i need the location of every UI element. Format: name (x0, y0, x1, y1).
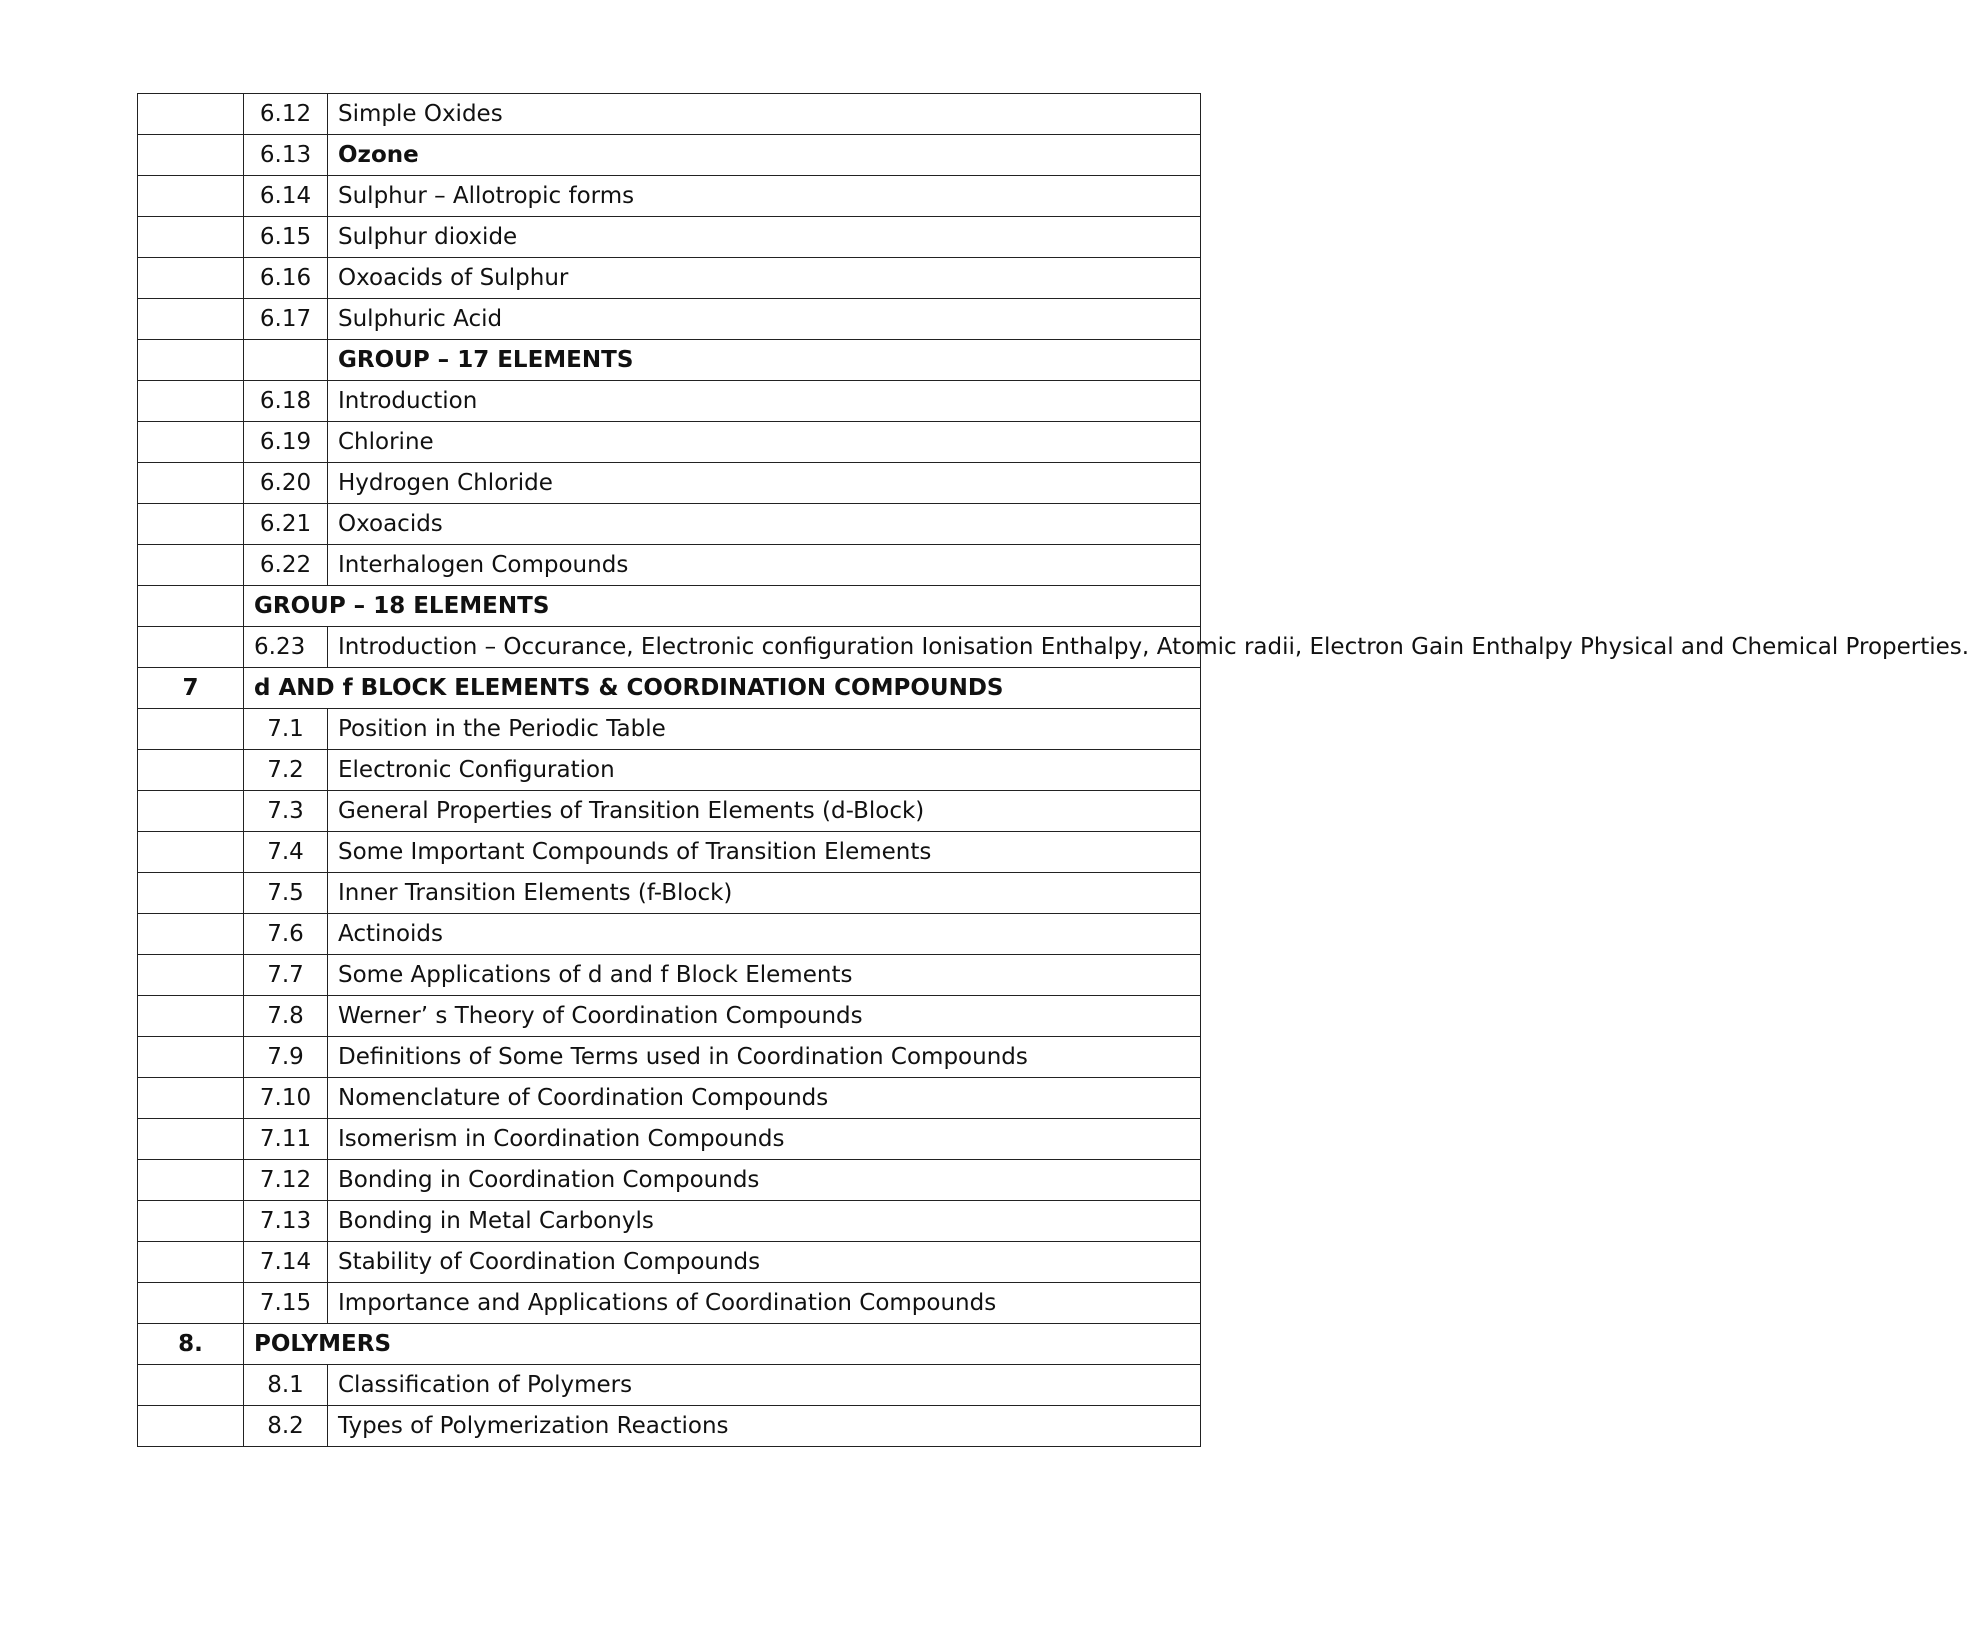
topic-number-cell: 6.19 (244, 422, 328, 463)
topic-title-cell: Isomerism in Coordination Compounds (328, 1119, 1201, 1160)
topic-number-cell: 7.14 (244, 1242, 328, 1283)
topic-title-cell: Introduction (328, 381, 1201, 422)
table-row (138, 1406, 1201, 1447)
table-row (138, 1283, 1201, 1324)
topic-title-cell: Oxoacids (328, 504, 1201, 545)
table-row (138, 791, 1201, 832)
section-heading-row (138, 668, 1201, 709)
topic-number-cell: 7.9 (244, 1037, 328, 1078)
topic-number-cell: 6.15 (244, 217, 328, 258)
table-row (138, 709, 1201, 750)
topic-title-cell: Sulphur – Allotropic forms (328, 176, 1201, 217)
unit-number-cell (138, 709, 244, 750)
topic-number-cell: 6.12 (244, 94, 328, 135)
topic-title-cell: Ozone (328, 135, 1201, 176)
topic-title-cell: Actinoids (328, 914, 1201, 955)
unit-number-cell: 7 (138, 668, 244, 709)
table-row (138, 299, 1201, 340)
topic-number-cell: 7.8 (244, 996, 328, 1037)
table-row (138, 996, 1201, 1037)
topic-number-cell: 6.16 (244, 258, 328, 299)
unit-number-cell (138, 996, 244, 1037)
topic-title-cell: Simple Oxides (328, 94, 1201, 135)
table-row (138, 463, 1201, 504)
unit-number-cell (138, 750, 244, 791)
table-row (138, 914, 1201, 955)
topic-title-cell: Position in the Periodic Table (328, 709, 1201, 750)
topic-title-cell: Introduction – Occurance, Electronic configuration Ionisation Enthalpy, Atomic radii, Electron Gain Enthalpy Physical and Chemical Properties. (328, 627, 1201, 668)
unit-number-cell (138, 340, 244, 381)
unit-number-cell (138, 627, 244, 668)
topic-number-cell: 6.21 (244, 504, 328, 545)
topic-number-cell: 6.17 (244, 299, 328, 340)
topic-title-cell: Chlorine (328, 422, 1201, 463)
unit-number-cell (138, 422, 244, 463)
topic-number-cell: 6.18 (244, 381, 328, 422)
section-heading-cell: GROUP – 18 ELEMENTS (244, 586, 1201, 627)
unit-number-cell (138, 914, 244, 955)
unit-number-cell (138, 1078, 244, 1119)
unit-number-cell (138, 135, 244, 176)
topic-title-cell: Oxoacids of Sulphur (328, 258, 1201, 299)
table-row (138, 135, 1201, 176)
topic-number-cell: 7.10 (244, 1078, 328, 1119)
topic-number-cell: 8.2 (244, 1406, 328, 1447)
topic-title-cell: Sulphuric Acid (328, 299, 1201, 340)
topic-title-cell: Some Important Compounds of Transition Elements (328, 832, 1201, 873)
table-row (138, 1365, 1201, 1406)
table-row (138, 1160, 1201, 1201)
topic-number-cell: 6.23 (244, 627, 328, 668)
table-row (138, 258, 1201, 299)
topic-number-cell: 7.15 (244, 1283, 328, 1324)
topic-title-cell: Some Applications of d and f Block Elements (328, 955, 1201, 996)
table-row (138, 832, 1201, 873)
table-body (138, 94, 1969, 1447)
unit-number-cell (138, 586, 244, 627)
table-row (138, 340, 1201, 381)
topic-title-cell: GROUP – 17 ELEMENTS (328, 340, 1201, 381)
unit-number-cell (138, 1406, 244, 1447)
table-row (138, 627, 1201, 668)
table-row (138, 217, 1201, 258)
topic-title-cell: Types of Polymerization Reactions (328, 1406, 1201, 1447)
topic-number-cell: 7.5 (244, 873, 328, 914)
unit-number-cell (138, 1160, 244, 1201)
topic-title-cell: Hydrogen Chloride (328, 463, 1201, 504)
topic-number-cell: 7.13 (244, 1201, 328, 1242)
topic-title-cell: Importance and Applications of Coordination Compounds (328, 1283, 1201, 1324)
topic-title-cell: Classification of Polymers (328, 1365, 1201, 1406)
table-row (138, 1037, 1201, 1078)
unit-number-cell (138, 873, 244, 914)
syllabus-table (137, 93, 1969, 1447)
topic-number-cell: 7.4 (244, 832, 328, 873)
topic-number-cell (244, 340, 328, 381)
table-row (138, 750, 1201, 791)
table-row (138, 381, 1201, 422)
unit-number-cell (138, 832, 244, 873)
unit-number-cell (138, 217, 244, 258)
unit-number-cell (138, 1037, 244, 1078)
section-heading-row (138, 586, 1201, 627)
unit-number-cell (138, 791, 244, 832)
topic-number-cell: 6.22 (244, 545, 328, 586)
topic-title-cell: General Properties of Transition Elements (d-Block) (328, 791, 1201, 832)
table-row (138, 504, 1201, 545)
table-row (138, 176, 1201, 217)
table-row (138, 94, 1201, 135)
topic-number-cell: 6.14 (244, 176, 328, 217)
unit-number-cell (138, 955, 244, 996)
unit-number-cell (138, 1201, 244, 1242)
unit-number-cell (138, 504, 244, 545)
unit-number-cell (138, 258, 244, 299)
topic-number-cell: 8.1 (244, 1365, 328, 1406)
unit-number-cell (138, 381, 244, 422)
unit-number-cell (138, 545, 244, 586)
section-heading-cell: d AND f BLOCK ELEMENTS & COORDINATION COMPOUNDS (244, 668, 1201, 709)
topic-title-cell: Bonding in Coordination Compounds (328, 1160, 1201, 1201)
unit-number-cell (138, 1119, 244, 1160)
topic-title-cell: Nomenclature of Coordination Compounds (328, 1078, 1201, 1119)
unit-number-cell (138, 176, 244, 217)
unit-number-cell: 8. (138, 1324, 244, 1365)
table-row (138, 545, 1201, 586)
unit-number-cell (138, 94, 244, 135)
unit-number-cell (138, 1365, 244, 1406)
table-row (138, 955, 1201, 996)
topic-number-cell: 7.3 (244, 791, 328, 832)
unit-number-cell (138, 1283, 244, 1324)
topic-title-cell: Inner Transition Elements (f-Block) (328, 873, 1201, 914)
table-row (138, 1201, 1201, 1242)
table-row (138, 422, 1201, 463)
topic-number-cell: 6.20 (244, 463, 328, 504)
table-row (138, 1078, 1201, 1119)
topic-number-cell: 7.2 (244, 750, 328, 791)
topic-title-cell: Electronic Configuration (328, 750, 1201, 791)
table-row (138, 1119, 1201, 1160)
topic-title-cell: Definitions of Some Terms used in Coordination Compounds (328, 1037, 1201, 1078)
topic-number-cell: 6.13 (244, 135, 328, 176)
topic-number-cell: 7.6 (244, 914, 328, 955)
unit-number-cell (138, 299, 244, 340)
topic-number-cell: 7.1 (244, 709, 328, 750)
topic-number-cell: 7.12 (244, 1160, 328, 1201)
topic-title-cell: Werner’ s Theory of Coordination Compounds (328, 996, 1201, 1037)
section-heading-cell: POLYMERS (244, 1324, 1201, 1365)
unit-number-cell (138, 463, 244, 504)
table-row (138, 873, 1201, 914)
topic-title-cell: Sulphur dioxide (328, 217, 1201, 258)
topic-title-cell: Bonding in Metal Carbonyls (328, 1201, 1201, 1242)
topic-title-cell: Stability of Coordination Compounds (328, 1242, 1201, 1283)
unit-number-cell (138, 1242, 244, 1283)
section-heading-row (138, 1324, 1201, 1365)
table-row (138, 1242, 1201, 1283)
topic-title-cell: Interhalogen Compounds (328, 545, 1201, 586)
topic-number-cell: 7.11 (244, 1119, 328, 1160)
topic-number-cell: 7.7 (244, 955, 328, 996)
